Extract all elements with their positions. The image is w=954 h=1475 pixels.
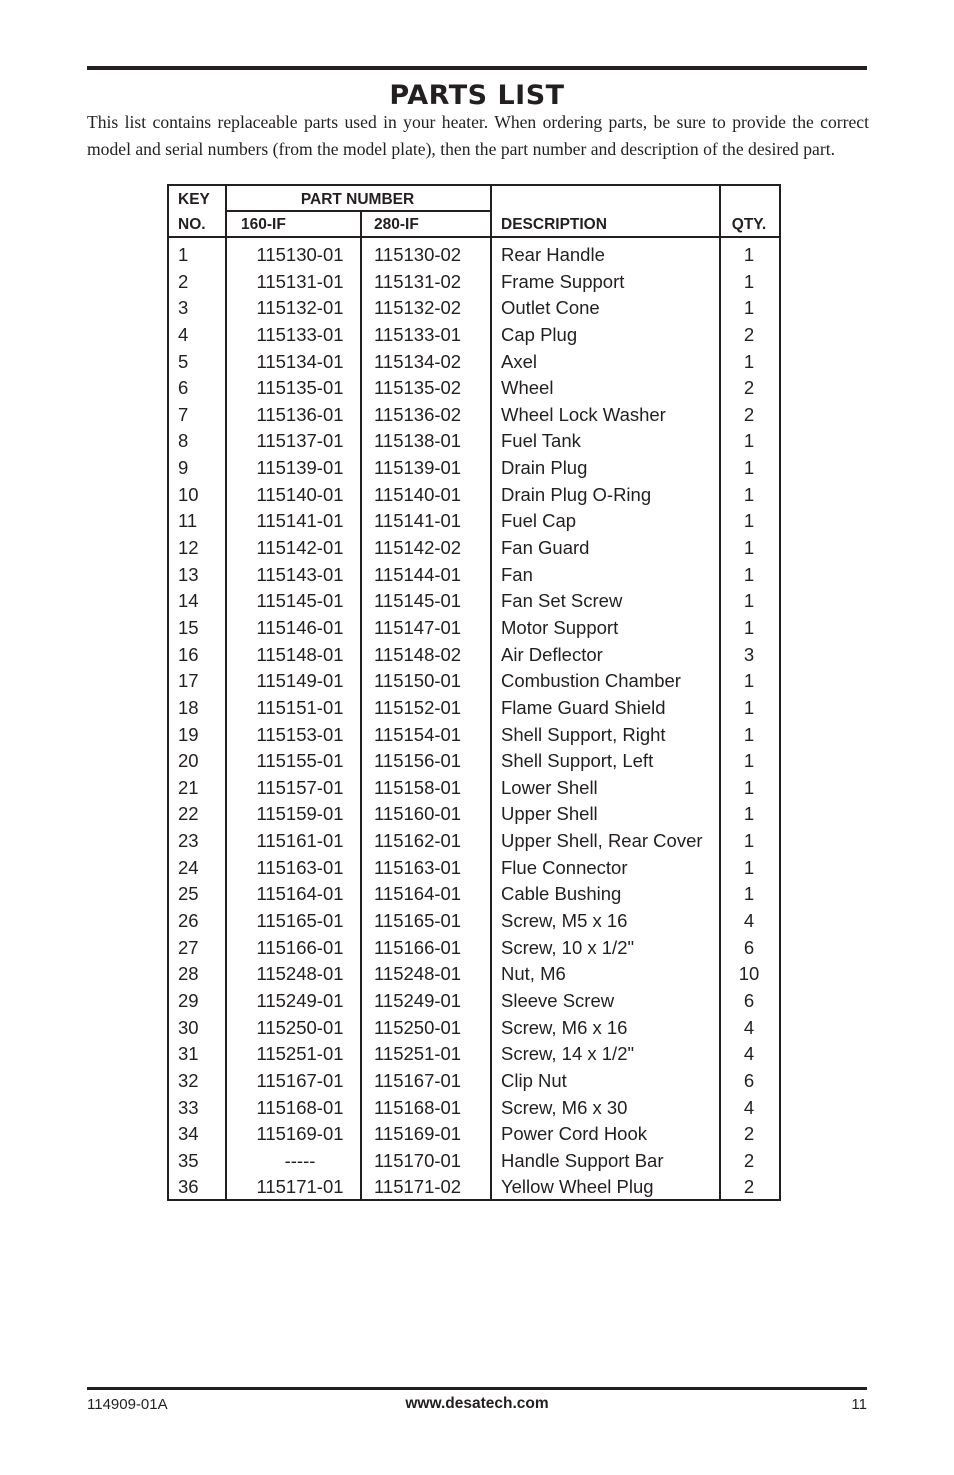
- qty-cell: 1: [743, 696, 755, 718]
- part-160-cell: 115167-01: [256, 1069, 344, 1091]
- key-cell: 22: [178, 803, 199, 825]
- table-row: [169, 1121, 779, 1148]
- description-cell: Shell Support, Right: [501, 723, 666, 745]
- description-cell: Screw, 14 x 1/2": [501, 1043, 635, 1065]
- part-280-cell: 115251-01: [374, 1043, 462, 1065]
- header-qty: QTY.: [731, 216, 767, 233]
- part-160-cell: 115134-01: [256, 350, 344, 372]
- part-160-cell: 115151-01: [256, 696, 344, 718]
- table-row: [169, 295, 779, 322]
- qty-cell: 4: [743, 910, 755, 932]
- qty-cell: 1: [743, 483, 755, 505]
- table-row: [169, 508, 779, 535]
- part-160-cell: 115139-01: [256, 457, 344, 479]
- part-160-cell: 115165-01: [256, 910, 344, 932]
- key-cell: 5: [178, 350, 189, 372]
- table-row: [169, 482, 779, 509]
- description-cell: Air Deflector: [501, 643, 603, 665]
- part-280-cell: 115169-01: [374, 1123, 462, 1145]
- description-cell: Axel: [501, 350, 537, 372]
- table-row: [169, 1174, 779, 1201]
- description-cell: Flue Connector: [501, 856, 628, 878]
- key-cell: 32: [178, 1069, 199, 1091]
- part-280-cell: 115249-01: [374, 989, 462, 1011]
- header-part-number: PART NUMBER: [300, 191, 415, 208]
- part-280-cell: 115171-02: [374, 1176, 462, 1198]
- key-cell: 24: [178, 856, 199, 878]
- part-280-cell: 115170-01: [374, 1149, 462, 1171]
- table-row: [169, 1095, 779, 1122]
- intro-paragraph: This list contains replaceable parts used in your heater. When ordering parts, be sure to provide the correct model and serial numbers (from the model plate), then the part number and description of the desired part.: [87, 112, 869, 159]
- table-body: [169, 242, 779, 1201]
- part-160-cell: 115141-01: [256, 510, 344, 532]
- page-title: PARTS LIST: [389, 80, 565, 111]
- part-280-cell: 115142-02: [374, 537, 462, 559]
- part-160-cell: 115149-01: [256, 670, 344, 692]
- header-subrule: [225, 210, 490, 212]
- part-280-cell: 115164-01: [374, 883, 462, 905]
- table-row: [169, 562, 779, 589]
- part-160-cell: 115146-01: [256, 616, 344, 638]
- qty-cell: 1: [743, 803, 755, 825]
- header-model-160: 160-IF: [241, 216, 286, 233]
- qty-cell: 1: [743, 430, 755, 452]
- table-row: [169, 668, 779, 695]
- part-160-cell: 115250-01: [256, 1016, 344, 1038]
- key-cell: 12: [178, 537, 199, 559]
- part-160-cell: 115163-01: [256, 856, 344, 878]
- description-cell: Frame Support: [501, 270, 625, 292]
- qty-cell: 4: [743, 1016, 755, 1038]
- website-link[interactable]: www.desatech.com: [405, 1395, 549, 1412]
- description-cell: Screw, M6 x 30: [501, 1096, 628, 1118]
- description-cell: Power Cord Hook: [501, 1123, 648, 1145]
- part-280-cell: 115160-01: [374, 803, 462, 825]
- header-description: DESCRIPTION: [501, 216, 607, 233]
- key-cell: 2: [178, 270, 189, 292]
- description-cell: Outlet Cone: [501, 297, 600, 319]
- qty-cell: 2: [743, 1176, 755, 1198]
- part-280-cell: 115130-02: [374, 244, 462, 265]
- part-280-cell: 115133-01: [374, 323, 462, 345]
- key-cell: 26: [178, 910, 199, 932]
- qty-cell: 1: [743, 616, 755, 638]
- table-row: [169, 801, 779, 828]
- key-cell: 23: [178, 830, 199, 852]
- part-280-cell: 115135-02: [374, 377, 462, 399]
- table-row: [169, 855, 779, 882]
- qty-cell: 1: [743, 244, 755, 265]
- qty-cell: 6: [743, 1069, 755, 1091]
- part-280-cell: 115141-01: [374, 510, 462, 532]
- description-cell: Upper Shell: [501, 803, 598, 825]
- table-row: [169, 375, 779, 402]
- part-160-cell: 115164-01: [256, 883, 344, 905]
- qty-cell: 1: [743, 510, 755, 532]
- part-280-cell: 115152-01: [374, 696, 462, 718]
- table-row: [169, 455, 779, 482]
- part-280-cell: 115138-01: [374, 430, 462, 452]
- qty-cell: 1: [743, 856, 755, 878]
- key-cell: 3: [178, 297, 189, 319]
- table-row: [169, 748, 779, 775]
- qty-cell: 1: [743, 830, 755, 852]
- part-160-cell: 115131-01: [256, 270, 344, 292]
- document-number: 114909-01A: [87, 1396, 168, 1413]
- part-280-cell: 115147-01: [374, 616, 462, 638]
- qty-cell: 4: [743, 1043, 755, 1065]
- top-rule: [87, 66, 867, 70]
- part-160-cell: 115153-01: [256, 723, 344, 745]
- qty-cell: 1: [743, 537, 755, 559]
- table-row: [169, 961, 779, 988]
- key-cell: 18: [178, 696, 199, 718]
- description-cell: Upper Shell, Rear Cover: [501, 830, 703, 852]
- key-cell: 27: [178, 936, 199, 958]
- key-cell: 14: [178, 590, 199, 612]
- part-160-cell: 115157-01: [256, 776, 344, 798]
- key-cell: 34: [178, 1123, 199, 1145]
- part-160-cell: 115135-01: [256, 377, 344, 399]
- description-cell: Yellow Wheel Plug: [501, 1176, 654, 1198]
- description-cell: Wheel: [501, 377, 554, 399]
- table-row: [169, 1148, 779, 1175]
- key-cell: 10: [178, 483, 199, 505]
- table-row: [169, 1068, 779, 1095]
- part-280-cell: 115134-02: [374, 350, 462, 372]
- table-row: [169, 642, 779, 669]
- qty-cell: 1: [743, 590, 755, 612]
- description-cell: Nut, M6: [501, 963, 566, 985]
- qty-cell: 1: [743, 350, 755, 372]
- table-row: [169, 935, 779, 962]
- key-cell: 20: [178, 750, 199, 772]
- part-280-cell: 115131-02: [374, 270, 462, 292]
- key-cell: 31: [178, 1043, 199, 1065]
- part-160-cell: 115166-01: [256, 936, 344, 958]
- key-cell: 1: [178, 244, 189, 265]
- description-cell: Drain Plug: [501, 457, 588, 479]
- table-row: [169, 1041, 779, 1068]
- part-280-cell: 115156-01: [374, 750, 462, 772]
- part-280-cell: 115150-01: [374, 670, 462, 692]
- qty-cell: 2: [743, 403, 755, 425]
- part-280-cell: 115163-01: [374, 856, 462, 878]
- part-160-cell: 115168-01: [256, 1096, 344, 1118]
- part-280-cell: 115145-01: [374, 590, 462, 612]
- page-number: 11: [851, 1396, 867, 1413]
- key-cell: 7: [178, 403, 189, 425]
- key-cell: 35: [178, 1149, 199, 1171]
- description-cell: Motor Support: [501, 616, 619, 638]
- description-cell: Rear Handle: [501, 244, 605, 265]
- description-cell: Cable Bushing: [501, 883, 622, 905]
- header-key: KEY: [178, 191, 210, 208]
- table-row: [169, 428, 779, 455]
- table-row: [169, 588, 779, 615]
- key-cell: 16: [178, 643, 199, 665]
- table-row: [169, 881, 779, 908]
- key-cell: 11: [178, 510, 198, 532]
- table-row: [169, 722, 779, 749]
- part-280-cell: 115154-01: [374, 723, 462, 745]
- description-cell: Cap Plug: [501, 323, 578, 345]
- qty-cell: 1: [743, 883, 755, 905]
- part-280-cell: 115250-01: [374, 1016, 462, 1038]
- qty-cell: 2: [743, 377, 755, 399]
- part-160-cell: 115137-01: [256, 430, 344, 452]
- description-cell: Fuel Tank: [501, 430, 581, 452]
- key-cell: 29: [178, 989, 199, 1011]
- qty-cell: 2: [743, 323, 755, 345]
- key-cell: 25: [178, 883, 199, 905]
- description-cell: Fuel Cap: [501, 510, 577, 532]
- part-160-cell: 115248-01: [256, 963, 344, 985]
- key-cell: 13: [178, 563, 199, 585]
- part-160-cell: 115132-01: [256, 297, 344, 319]
- part-280-cell: 115144-01: [374, 563, 462, 585]
- part-160-cell: 115155-01: [256, 750, 344, 772]
- qty-cell: 1: [743, 723, 755, 745]
- bottom-rule: [87, 1387, 867, 1390]
- table-row: [169, 269, 779, 296]
- part-160-cell: 115140-01: [256, 483, 344, 505]
- part-280-cell: 115158-01: [374, 776, 462, 798]
- qty-cell: 6: [743, 936, 755, 958]
- key-cell: 9: [178, 457, 189, 479]
- part-160-cell: 115136-01: [256, 403, 344, 425]
- part-160-cell: 115148-01: [256, 643, 344, 665]
- part-160-cell: 115143-01: [256, 563, 344, 585]
- key-cell: 4: [178, 323, 189, 345]
- qty-cell: 1: [743, 670, 755, 692]
- key-cell: 6: [178, 377, 189, 399]
- description-cell: Screw, M6 x 16: [501, 1016, 628, 1038]
- table-row: [169, 988, 779, 1015]
- qty-cell: 1: [743, 297, 755, 319]
- key-cell: 33: [178, 1096, 199, 1118]
- table-row: [169, 242, 779, 269]
- part-160-cell: 115169-01: [256, 1123, 344, 1145]
- part-160-cell: 115130-01: [256, 244, 344, 265]
- description-cell: Clip Nut: [501, 1069, 567, 1091]
- qty-cell: 4: [743, 1096, 755, 1118]
- part-160-cell: 115145-01: [256, 590, 344, 612]
- parts-table: [167, 184, 781, 1201]
- description-cell: Handle Support Bar: [501, 1149, 664, 1171]
- qty-cell: 6: [743, 989, 755, 1011]
- part-280-cell: 115140-01: [374, 483, 462, 505]
- part-280-cell: 115166-01: [374, 936, 462, 958]
- header-bottom-rule: [169, 236, 779, 238]
- key-cell: 36: [178, 1176, 199, 1198]
- qty-cell: 1: [743, 563, 755, 585]
- part-160-cell: 115249-01: [256, 989, 344, 1011]
- part-280-cell: 115132-02: [374, 297, 462, 319]
- table-row: [169, 402, 779, 429]
- table-row: [169, 695, 779, 722]
- part-160-cell: 115161-01: [256, 830, 344, 852]
- part-280-cell: 115168-01: [374, 1096, 462, 1118]
- part-280-cell: 115148-02: [374, 643, 462, 665]
- key-cell: 21: [178, 776, 199, 798]
- qty-cell: 1: [743, 750, 755, 772]
- part-280-cell: 115167-01: [374, 1069, 462, 1091]
- part-280-cell: 115139-01: [374, 457, 462, 479]
- description-cell: Screw, M5 x 16: [501, 910, 628, 932]
- description-cell: Combustion Chamber: [501, 670, 681, 692]
- table-row: [169, 828, 779, 855]
- qty-cell: 2: [743, 1149, 755, 1171]
- description-cell: Shell Support, Left: [501, 750, 654, 772]
- table-row: [169, 349, 779, 376]
- header-model-280: 280-IF: [374, 216, 419, 233]
- table-row: [169, 1015, 779, 1042]
- part-280-cell: 115165-01: [374, 910, 462, 932]
- description-cell: Drain Plug O-Ring: [501, 483, 652, 505]
- key-cell: 8: [178, 430, 189, 452]
- part-280-cell: 115162-01: [374, 830, 462, 852]
- key-cell: 28: [178, 963, 199, 985]
- qty-cell: 10: [738, 963, 760, 985]
- part-160-cell: 115251-01: [256, 1043, 344, 1065]
- part-160-cell: 115133-01: [256, 323, 344, 345]
- table-row: [169, 615, 779, 642]
- key-cell: 15: [178, 616, 199, 638]
- description-cell: Flame Guard Shield: [501, 696, 666, 718]
- key-cell: 17: [178, 670, 199, 692]
- description-cell: Fan Set Screw: [501, 590, 623, 612]
- table-row: [169, 322, 779, 349]
- description-cell: Lower Shell: [501, 776, 598, 798]
- table-row: [169, 908, 779, 935]
- table-row: [169, 535, 779, 562]
- qty-cell: 1: [743, 776, 755, 798]
- description-cell: Wheel Lock Washer: [501, 403, 666, 425]
- header-no: NO.: [178, 216, 206, 233]
- qty-cell: 3: [743, 643, 755, 665]
- part-160-cell: 115159-01: [256, 803, 344, 825]
- description-cell: Fan Guard: [501, 537, 590, 559]
- qty-cell: 2: [743, 1123, 755, 1145]
- key-cell: 19: [178, 723, 199, 745]
- table-row: [169, 775, 779, 802]
- part-160-cell: 115171-01: [256, 1176, 344, 1198]
- description-cell: Sleeve Screw: [501, 989, 615, 1011]
- description-cell: Fan: [501, 563, 533, 585]
- part-160-cell: -----: [284, 1149, 316, 1171]
- part-280-cell: 115248-01: [374, 963, 462, 985]
- qty-cell: 1: [743, 457, 755, 479]
- part-160-cell: 115142-01: [256, 537, 344, 559]
- part-280-cell: 115136-02: [374, 403, 462, 425]
- description-cell: Screw, 10 x 1/2": [501, 936, 635, 958]
- key-cell: 30: [178, 1016, 199, 1038]
- qty-cell: 1: [743, 270, 755, 292]
